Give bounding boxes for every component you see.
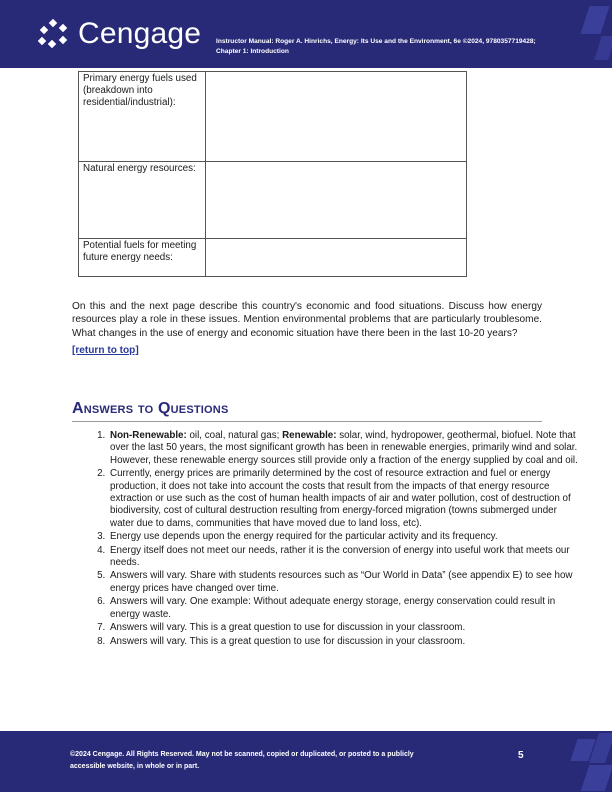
list-item: 4. Energy itself does not meet our needs, rather it is the conversion of energy into useful work that meets our needs.	[108, 545, 578, 570]
answer-text: oil, coal, natural gas;	[186, 430, 283, 441]
table-row	[79, 162, 467, 239]
cengage-spark-icon	[38, 19, 70, 49]
list-item: 7. Answers will vary. This is a great question to use for discussion in your classroom.	[108, 622, 578, 634]
header-citation: Instructor Manual: Roger A. Hinrichs, Energy: Its Use and the Environment, 6e ©2024, 9780357719428; Chapter 1: Introduction	[216, 38, 536, 55]
instructions-paragraph: On this and the next page describe this country's economic and food situations. Discuss how energy resources play a role in these issues. Mention environmental problems that are particularly troublesome. What changes in the use of energy and economic situation have there been in the last 10-20 years?	[72, 301, 542, 339]
row-label: Natural energy resources:	[79, 162, 206, 239]
row-label: Primary energy fuels used (breakdown into residential/industrial):	[79, 72, 206, 162]
answer-text: solar, wind, hydropower, geothermal, biofuel. Note that over the last 50 years, the most significant growth has been in renewable energies, primarily wind and solar. However, these renewable energy sources still provide only a fraction of the energy supplied by coal and oil.	[110, 430, 578, 466]
term-label: Non-Renewable:	[110, 430, 187, 441]
list-item	[108, 430, 578, 467]
list-item: 8. Answers will vary. This is a great question to use for discussion in your classroom.	[108, 636, 578, 648]
table-row	[79, 72, 467, 162]
page-number: 5	[518, 750, 524, 761]
term-label: Renewable:	[282, 430, 337, 441]
copyright-notice: ©2024 Cengage. All Rights Reserved. May not be scanned, copied or duplicated, or posted to a publicly accessible website, in whole or in part.	[70, 751, 414, 770]
row-label: Potential fuels for meeting future energy needs:	[79, 239, 206, 277]
country-energy-table	[78, 71, 467, 277]
answer-cell[interactable]	[206, 72, 467, 162]
list-item: 6. Answers will vary. One example: Without adequate energy storage, energy conservation could result in energy waste.	[108, 596, 578, 621]
return-to-top-link[interactable]: [return to top]	[72, 345, 139, 356]
list-item: 2. Currently, energy prices are primarily determined by the cost of resource extraction and fuel or energy production, it does not take into account the costs that result from the impacts of that energy resource extraction or use such as the cost of human health impacts of air and water pollution, cost of destruction of biodiversity, cost of cultural destruction resulting from energy-forced migration (towns submerged under water due to dams, communities that have moved due to land loss, etc).	[108, 468, 578, 530]
page-header	[0, 0, 612, 68]
list-item: 3. Energy use depends upon the energy required for the particular activity and its frequency.	[108, 531, 578, 543]
cengage-logo	[38, 16, 201, 52]
section-heading: Answers to Questions	[72, 400, 542, 422]
answer-cell[interactable]	[206, 239, 467, 277]
list-item: 5. Answers will vary. Share with students resources such as “Our World in Data” (see appendix E) to see how energy prices have changed over time.	[108, 570, 578, 595]
header-decoration	[580, 6, 609, 34]
page-footer	[0, 731, 612, 792]
brand-name: Cengage	[78, 17, 202, 50]
answer-cell[interactable]	[206, 162, 467, 239]
header-decoration	[594, 36, 612, 60]
table-row	[79, 239, 467, 277]
answers-list	[72, 430, 578, 649]
footer-decoration	[581, 765, 612, 791]
